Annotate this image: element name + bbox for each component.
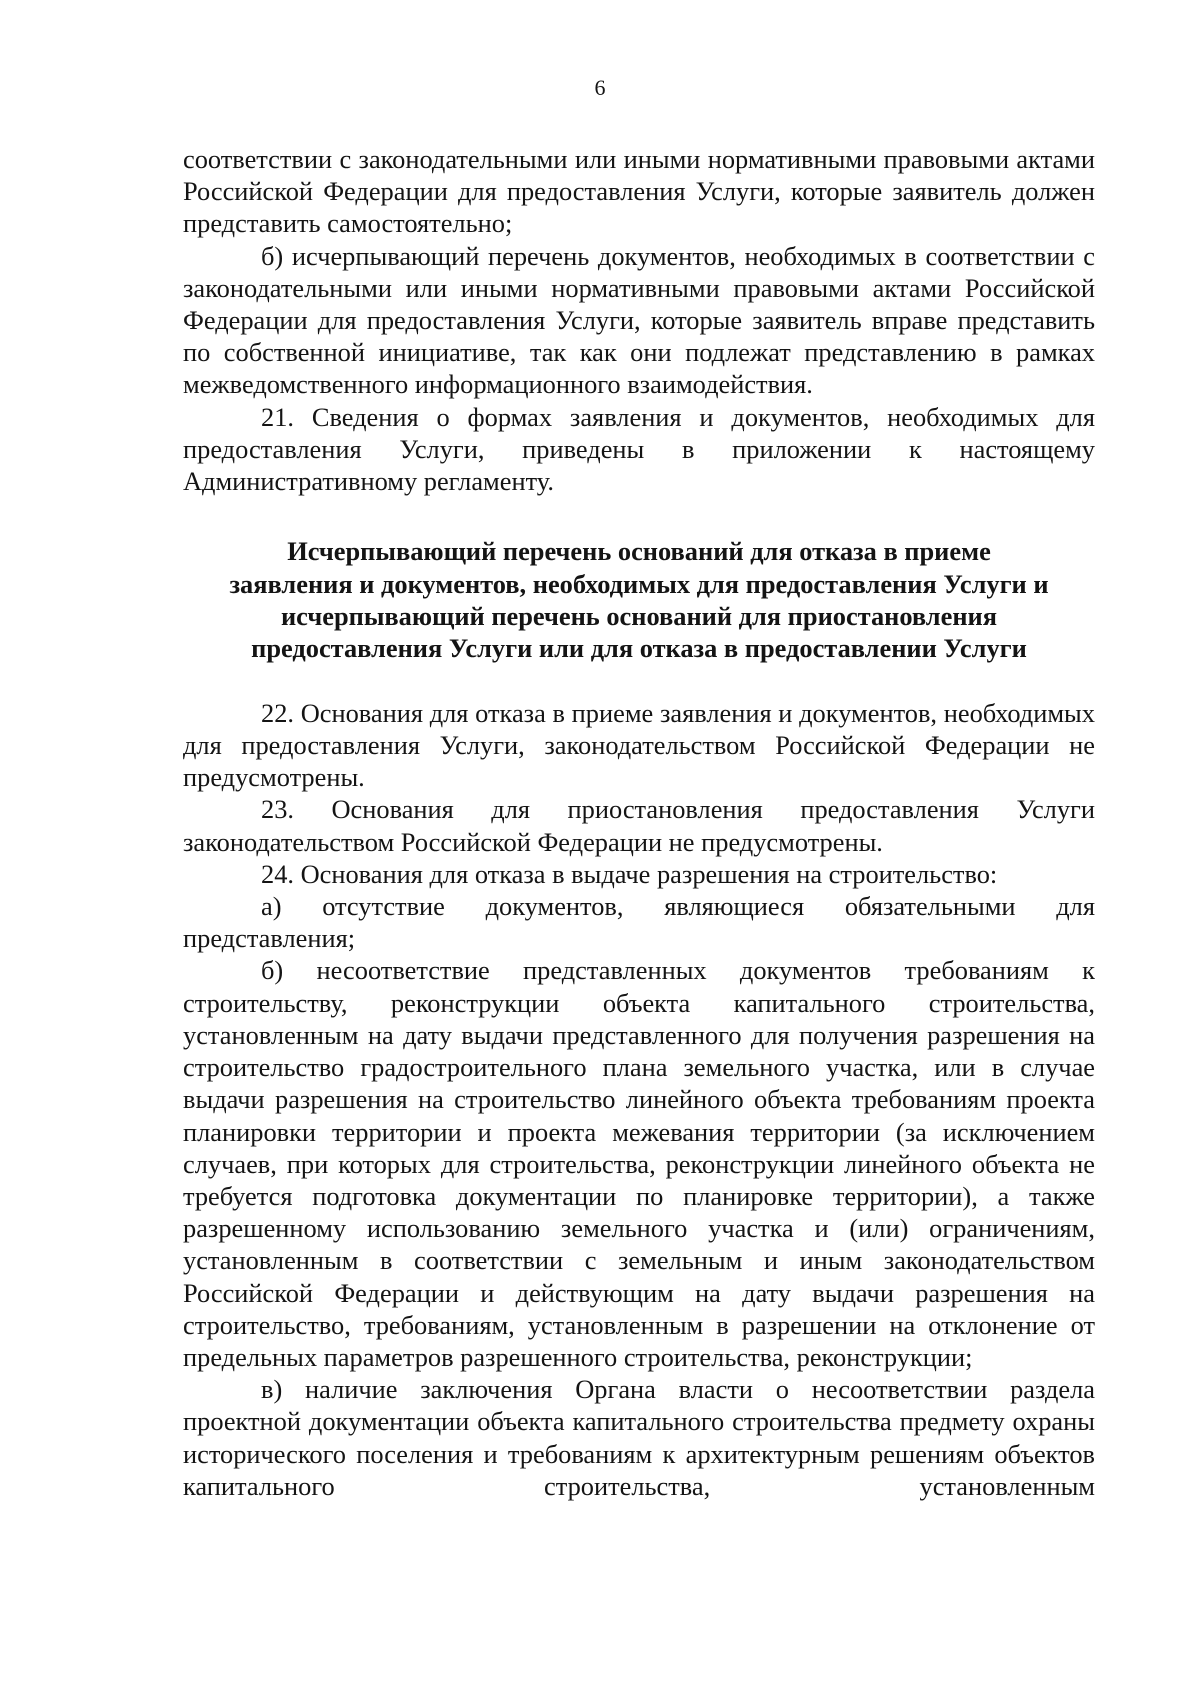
section-heading-line: исчерпывающий перечень оснований для приостановления (280, 601, 998, 632)
paragraph-22: 22. Основания для отказа в приеме заявления и документов, необходимых для предоставления Услуги, законодательством Российской Федерации не предусмотрены. (183, 697, 1095, 793)
paragraph-24-item-v: в) наличие заключения Органа власти о несоответствии раздела проектной документации объекта капитального строительства предмету охраны исторического поселения и требованиям к архитектурным решениям объектов капитального строительства, установленным (183, 1374, 1095, 1501)
paragraph-intro-continued: соответствии с законодательными или иными нормативными правовыми актами Российской Федерации для предоставления Услуги, которые заявитель должен представить самостоятельно; (183, 144, 1095, 239)
section-heading-line: Исчерпывающий перечень оснований для отказа в приеме (287, 536, 991, 567)
page-number: 6 (594, 75, 606, 100)
paragraph-24-item-a: а) отсутствие документов, являющиеся обязательными для представления; (183, 891, 1095, 954)
section-heading-line: предоставления Услуги или для отказа в предоставлении Услуги (251, 633, 1027, 664)
paragraph-item-b: б) исчерпывающий перечень документов, необходимых в соответствии с законодательными или иными нормативными правовыми актами Российской Федерации для предоставления Услуги, которые заявитель вправе представить по собственной инициативе, так как они подлежат представлению в рамках межведомственного информационного взаимодействия. (183, 240, 1095, 400)
paragraph-23: 23. Основания для приостановления предоставления Услуги законодательством Российской Федерации не предусмотрены. (183, 794, 1095, 857)
document-body (183, 143, 1095, 1502)
section-heading (183, 535, 1095, 665)
paragraph-24: 24. Основания для отказа в выдаче разрешения на строительство: (261, 858, 998, 889)
paragraph-24-item-b: б) несоответствие представленных документов требованиям к строительству, реконструкции объекта капитального строительства, установленным на дату выдачи представленного для получения разрешения на строительство градостроительного плана земельного участка, или в случае выдачи разрешения на строительство линейного объекта требованиям проекта планировки территории и проекта межевания территории (за исключением случаев, при которых для строительства, реконструкции линейного объекта не требуется подготовка документации по планировке территории), а также разрешенному использованию земельного участка и (или) ограничениям, установленным в соответствии с земельным и иным законодательством Российской Федерации и действующим на дату выдачи разрешения на строительство, требованиям, установленным в разрешении на отклонение от предельных параметров разрешенного строительства, реконструкции; (183, 955, 1095, 1372)
section-heading-line: заявления и документов, необходимых для предоставления Услуги и (229, 568, 1049, 599)
paragraph-21: 21. Сведения о формах заявления и документов, необходимых для предоставления Услуги, приведены в приложении к настоящему Административному регламенту. (183, 401, 1095, 497)
